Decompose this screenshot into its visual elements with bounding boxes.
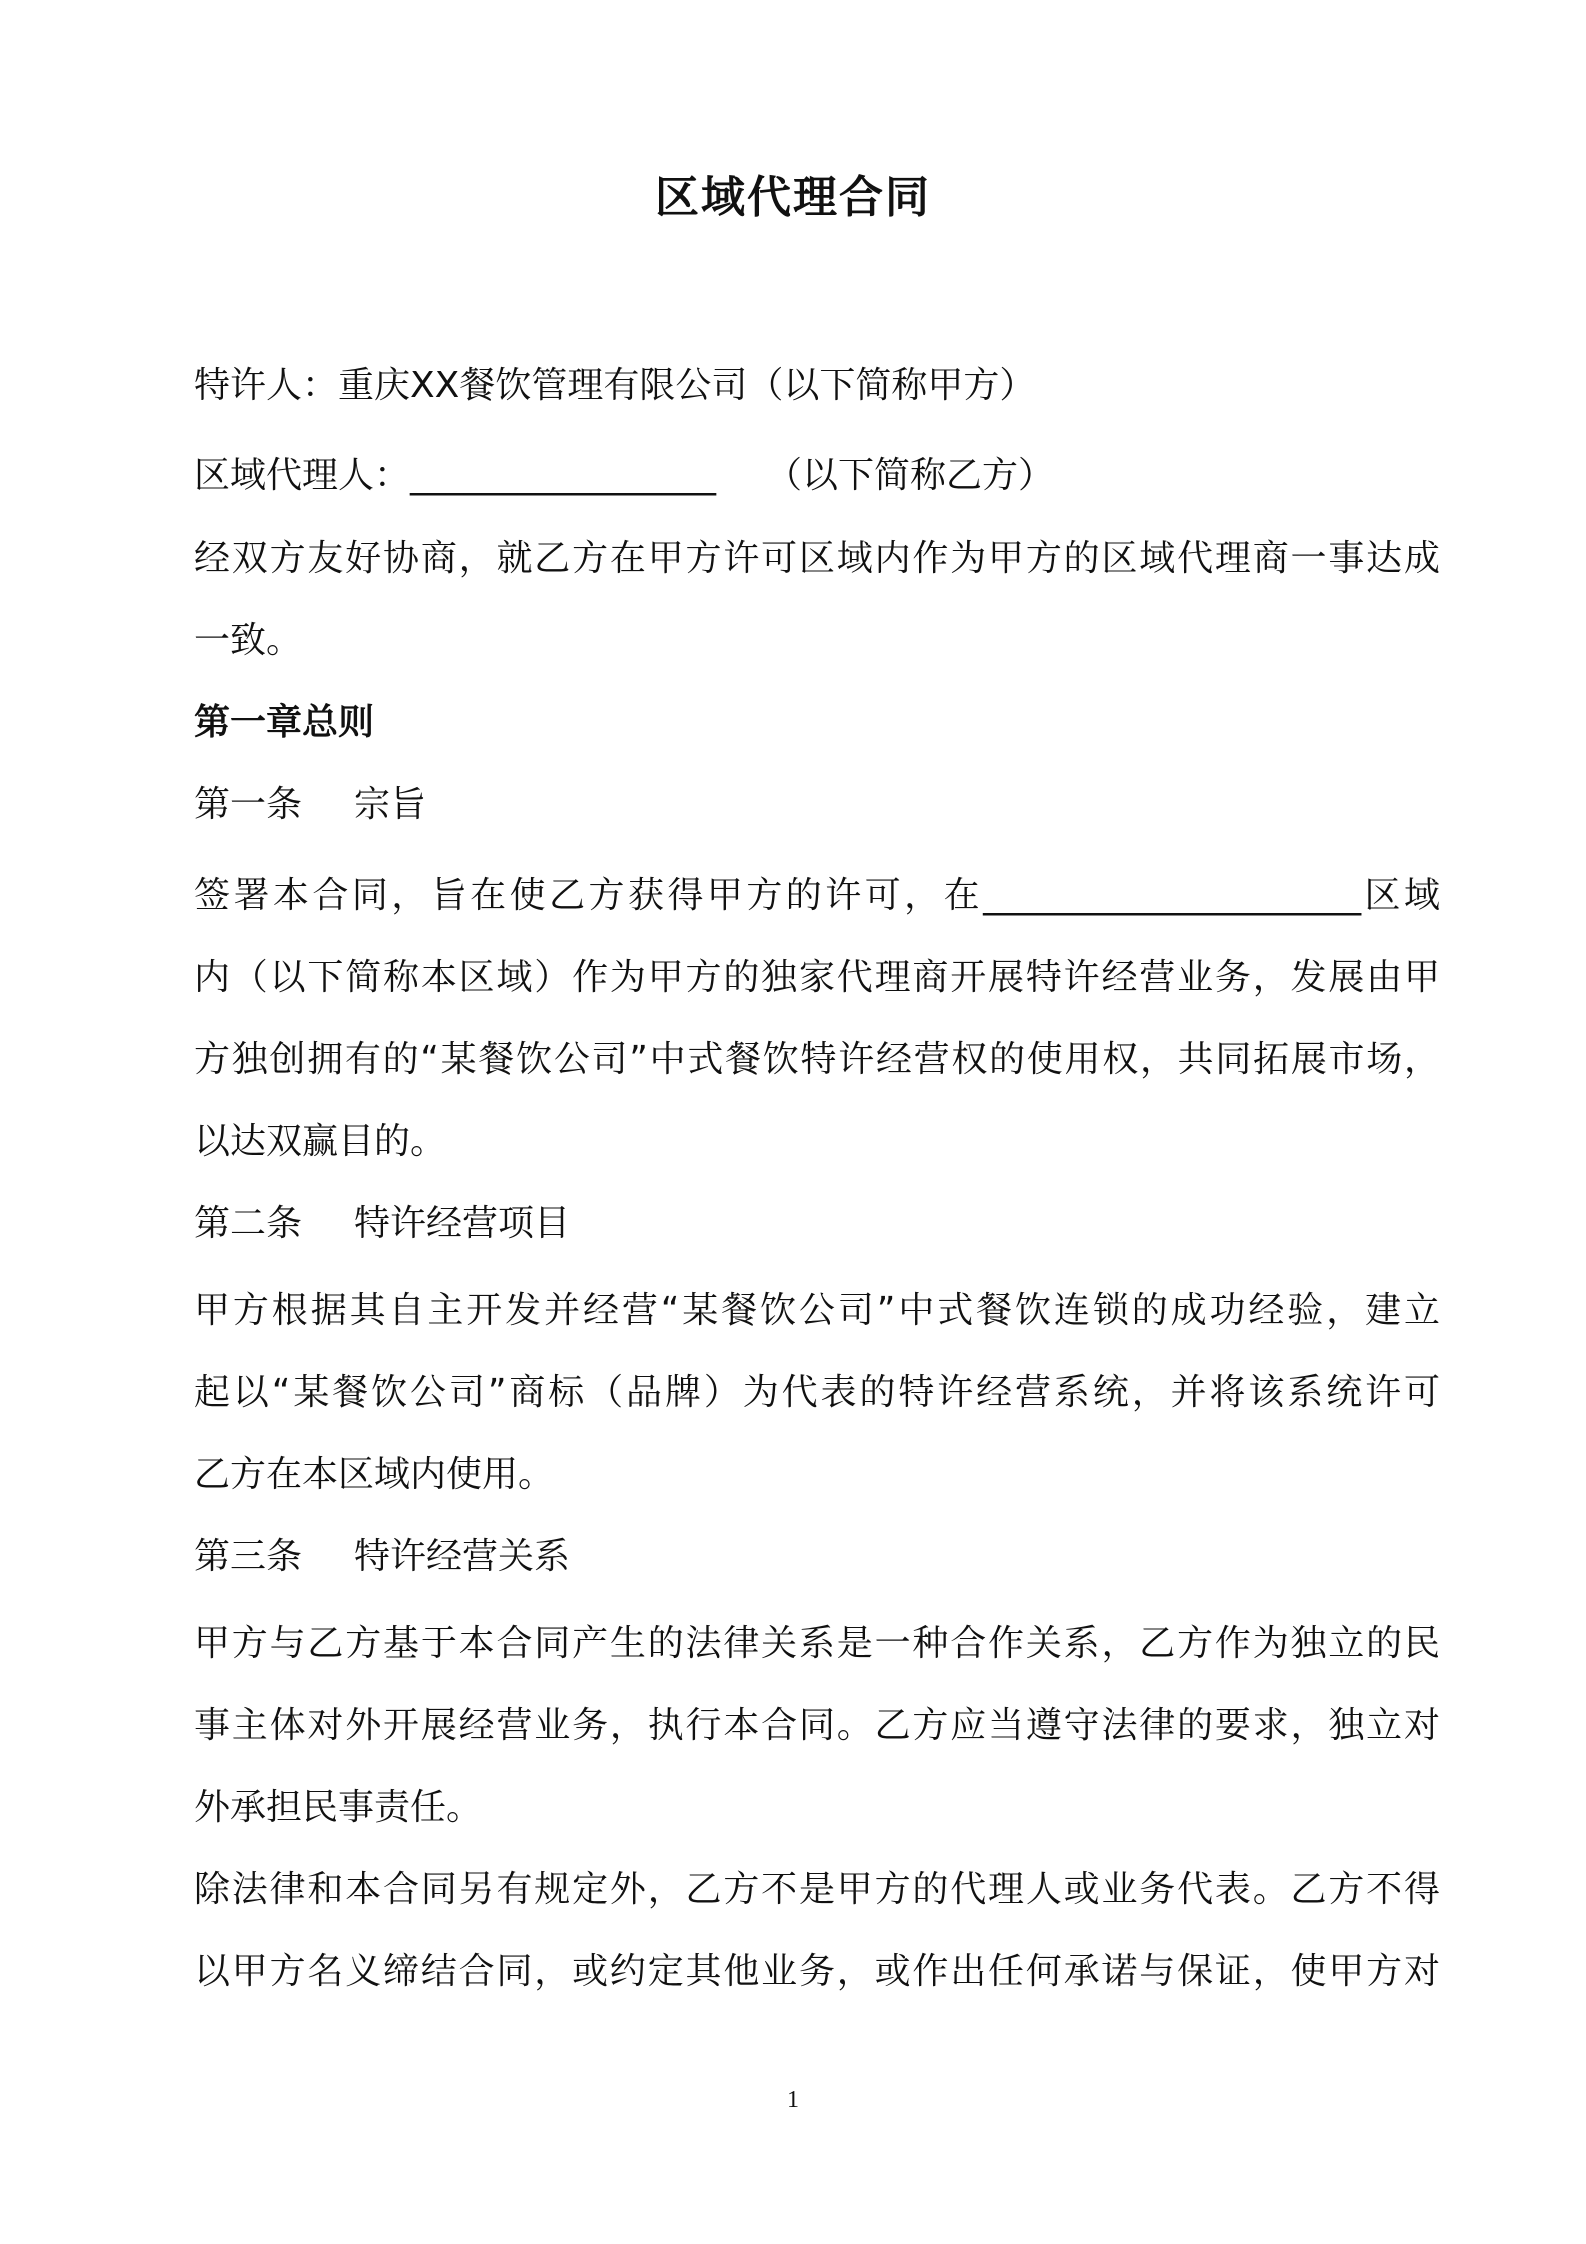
agent-suffix: （以下简称乙方）	[766, 455, 1055, 496]
franchisor-line: 特许人：重庆XX餐饮管理有限公司（以下简称甲方）	[194, 365, 1036, 406]
article-2-heading	[194, 1200, 570, 1248]
article-3-p1-line-2: 事主体对外开展经营业务，执行本合同。乙方应当遵守法律的要求，独立对	[194, 1705, 1440, 1746]
article-1-title: 宗旨	[354, 784, 427, 825]
article-3-title: 特许经营关系	[354, 1536, 571, 1577]
article-2-line-1: 甲方根据其自主开发并经营“某餐饮公司”中式餐饮连锁的成功经验，建立	[194, 1290, 1440, 1331]
article-3-p2-line-1: 除法律和本合同另有规定外，乙方不是甲方的代理人或业务代表。乙方不得	[194, 1869, 1440, 1910]
intro-line-2: 一致。	[194, 620, 303, 661]
article-2-line-2: 起以“某餐饮公司”商标（品牌）为代表的特许经营系统，并将该系统许可	[194, 1372, 1440, 1413]
article-3-p1-line-1: 甲方与乙方基于本合同产生的法律关系是一种合作关系，乙方作为独立的民	[194, 1623, 1440, 1664]
article-3-number: 第三条	[194, 1536, 303, 1577]
article-2-line-3: 乙方在本区域内使用。	[194, 1454, 555, 1495]
article-3-heading	[194, 1533, 570, 1581]
article-3-p1-line-3: 外承担民事责任。	[194, 1787, 483, 1828]
article-2-title: 特许经营项目	[354, 1203, 571, 1244]
article-1-line-1	[194, 872, 1440, 920]
region-blank: _____________________	[983, 875, 1362, 916]
article-1-text-a: 签署本合同，旨在使乙方获得甲方的许可，在	[194, 875, 984, 916]
document-title: 区域代理合同	[655, 172, 931, 223]
page-number: 1	[787, 2087, 799, 2113]
article-2-number: 第二条	[194, 1203, 303, 1244]
agent-blank: _________________	[410, 455, 717, 496]
chapter-1-heading: 第一章总则	[194, 702, 375, 743]
article-1-number: 第一条	[194, 784, 303, 825]
article-1-line-2: 内（以下简称本区域）作为甲方的独家代理商开展特许经营业务，发展由甲	[194, 957, 1440, 998]
article-1-line-4: 以达双赢目的。	[194, 1121, 447, 1162]
agent-label: 区域代理人：	[194, 455, 411, 496]
article-1-heading	[194, 781, 426, 829]
article-3-p2-line-2: 以甲方名义缔结合同，或约定其他业务，或作出任何承诺与保证，使甲方对	[194, 1951, 1440, 1992]
intro-line-1: 经双方友好协商，就乙方在甲方许可区域内作为甲方的区域代理商一事达成	[194, 538, 1440, 579]
agent-line	[194, 452, 1054, 500]
article-1-line-3: 方独创拥有的“某餐饮公司”中式餐饮特许经营权的使用权，共同拓展市场，	[194, 1039, 1440, 1080]
article-1-text-b: 区域	[1361, 875, 1440, 916]
